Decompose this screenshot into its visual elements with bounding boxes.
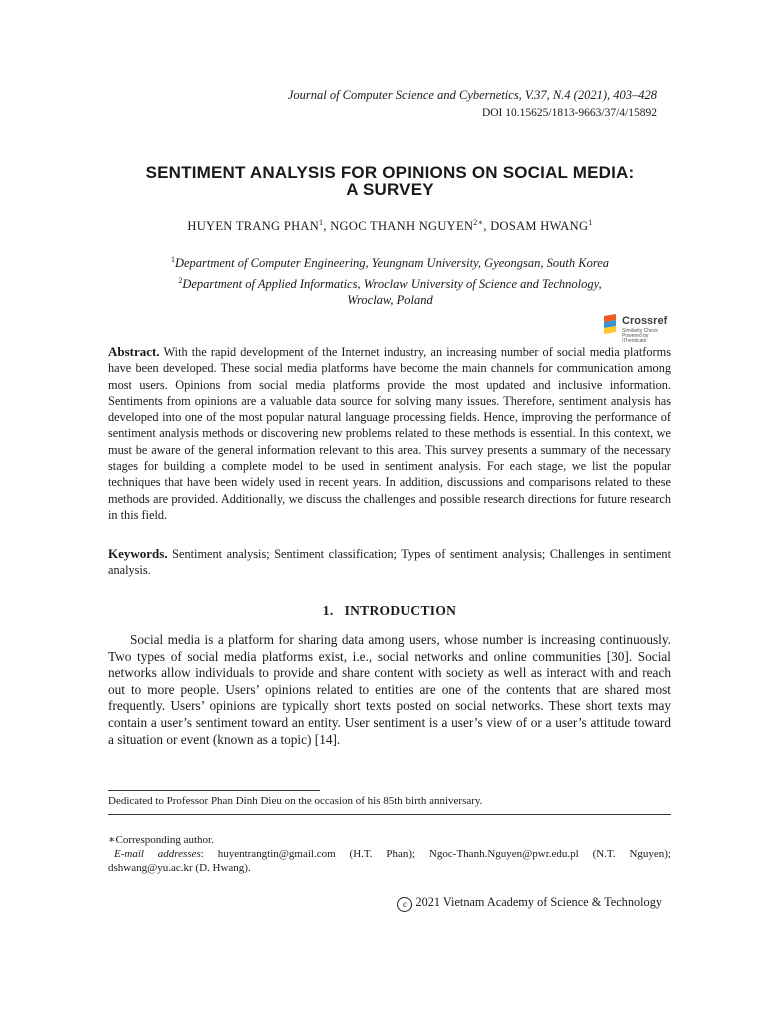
author-1-sup: 1 — [319, 218, 324, 227]
author-2: NGOC THANH NGUYEN — [330, 219, 474, 234]
keywords-text: Sentiment analysis; Sentiment classification; Types of sentiment analysis; Challenges in sentiment analysis. — [108, 547, 671, 578]
email-list: : huyentrangtin@gmail.com (H.T. Phan); Ngoc-Thanh.Nguyen@pwr.edu.pl (N.T. Nguyen); dshwang@yu.ac.kr (D. Hwang). — [108, 848, 671, 874]
author-3: DOSAM HWANG — [490, 219, 589, 234]
title-line-1: SENTIMENT ANALYSIS FOR OPINIONS ON SOCIAL MEDIA: — [145, 163, 635, 182]
crossref-sublabel-2: Powered by iThenticate — [622, 333, 649, 344]
keywords — [108, 546, 671, 579]
affiliation-1-text: Department of Computer Engineering, Yeungnam University, Gyeongsan, South Korea — [174, 256, 610, 271]
abstract — [108, 344, 671, 523]
introduction-paragraph: Social media is a platform for sharing data among users, whose number is increasing continuously. Two types of social media platforms exist, i.e., social networks and online communities [30]. Social networks allow individuals to provide and share content with society as well as interact with and reach out to more people. Users’ opinions related to entities are one of the contents that are shared most frequently. Users’ opinions are typically short texts posted on social networks. These short texts may contain a user’s sentiment toward an entity. User sentiment is a user’s view of or a user’s attitude toward a situation or event (known as a topic) [14]. — [108, 632, 671, 747]
copyright-notice — [300, 895, 662, 912]
section-number: 1. — [322, 603, 334, 618]
affiliation-2-num: 2 — [178, 276, 183, 285]
affiliation-2-line-1: Department of Applied Informatics, Wroclaw University of Science and Technology, — [182, 277, 602, 292]
affiliation-1 — [110, 252, 670, 271]
footnote-divider-long — [108, 814, 671, 815]
section-heading-introduction — [108, 603, 671, 619]
copyright-icon: c — [397, 897, 412, 912]
journal-citation: Journal of Computer Science and Cybernetics, V.37, N.4 (2021), 403–428 — [287, 88, 657, 102]
email-addresses — [108, 847, 671, 875]
corresponding-author-note: ∗Corresponding author. — [108, 834, 214, 846]
email-label: E-mail addresses — [114, 848, 201, 860]
author-3-sup: 1 — [588, 218, 593, 227]
crossref-label: Crossref — [622, 315, 668, 327]
keywords-label: Keywords. — [108, 546, 168, 561]
title-line-2: A SURVEY — [346, 180, 434, 199]
author-2-sup: 2∗ — [473, 218, 484, 227]
paper-title — [90, 164, 690, 198]
abstract-text: With the rapid development of the Internet industry, an increasing number of social media platforms have been developed. These social media platforms have become the main channels for communication among most users. Opinions from social media platforms provide the most updated and inclusive information. Sentiments from opinions are a valuable data source for solving many issues. Therefore, sentiment analysis has developed into one of the most popular natural language processing fields. Hence, improving the performance of sentiment analysis methods or discovering new problems related to these methods is essential. In this context, we must be aware of the general information relevant to this area. This survey presents a summary of the necessary stages for building a complete model to be used in sentiment analysis. For each stage, we list the popular techniques that have been widely used in recent years. In addition, discussions and comparisons related to these methods are provided. Additionally, we discuss the challenges and possible research directions for future research in this field. — [108, 345, 671, 522]
copyright-text: 2021 Vietnam Academy of Science & Technology — [415, 895, 662, 909]
dedication-note: Dedicated to Professor Phan Dinh Dieu on the occasion of his 85th birth anniversary. — [108, 795, 483, 807]
abstract-label: Abstract. — [108, 344, 160, 359]
affiliation-2 — [110, 273, 670, 308]
crossref-badge[interactable] — [604, 312, 668, 342]
section-title: INTRODUCTION — [344, 603, 457, 618]
doi: DOI 10.15625/1813-9663/37/4/15892 — [481, 107, 657, 119]
crossref-logo-icon — [604, 314, 620, 334]
footnotes — [108, 833, 671, 875]
affiliation-2-line-2: Wroclaw, Poland — [347, 293, 433, 308]
footnote-divider-short — [108, 790, 320, 791]
author-1: HUYEN TRANG PHAN — [187, 219, 320, 234]
crossref-sublabel — [622, 329, 668, 344]
author-list: HUYEN TRANG PHAN$^1$, NGOC THANH $NGUYEN^{2∗}$, DOSAM HWANG$^1$ — [187, 218, 593, 234]
affiliation-1-num: 1 — [170, 255, 175, 264]
crossref-sublabel-1: Similarity Check — [622, 328, 658, 334]
